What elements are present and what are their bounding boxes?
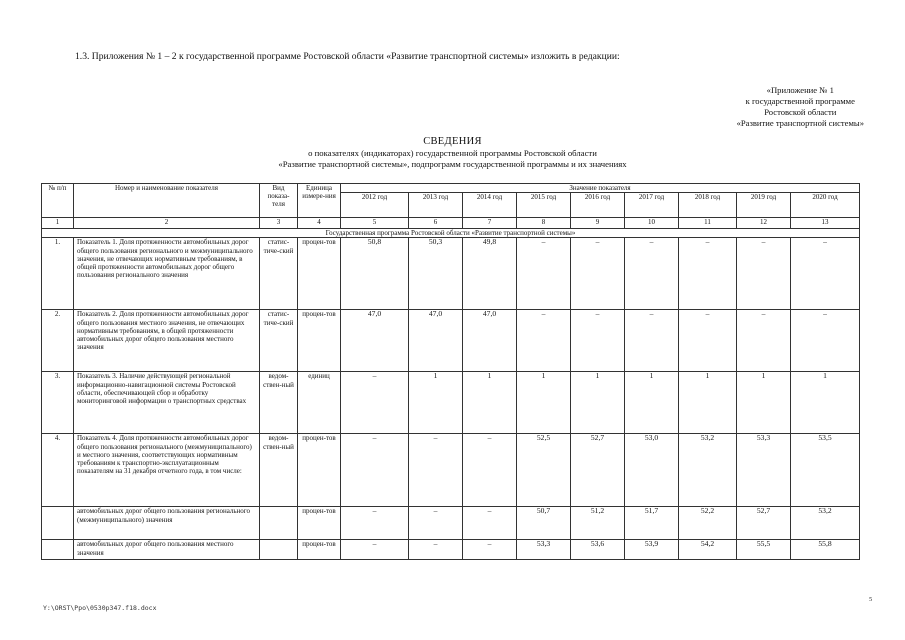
indicator-rows bbox=[42, 238, 860, 560]
column-number: 3 bbox=[260, 218, 298, 229]
row-value: 49,8 bbox=[463, 238, 517, 310]
row-value: – bbox=[571, 238, 625, 310]
row-unit: процен-тов bbox=[298, 507, 341, 540]
row-value: 51,2 bbox=[571, 507, 625, 540]
header-values-group: Значение показателя bbox=[341, 184, 860, 193]
row-value: – bbox=[409, 434, 463, 507]
row-value: – bbox=[625, 238, 679, 310]
header-year: 2016 год bbox=[571, 193, 625, 218]
row-type: статис-тиче-ский bbox=[260, 238, 298, 310]
row-value: 1 bbox=[571, 372, 625, 434]
row-value: 1 bbox=[517, 372, 571, 434]
row-value: – bbox=[679, 310, 737, 372]
row-value: 47,0 bbox=[341, 310, 409, 372]
column-number: 10 bbox=[625, 218, 679, 229]
section-title: Государственная программа Ростовской области «Развитие транспортной системы» bbox=[42, 229, 860, 238]
row-name: Показатель 1. Доля протяженности автомобильных дорог общего пользования регионального и межмуниципального значения, не отвечающих нормативным требованиям, в общей протяженности автомобильных дорог общего пользования регионального значения bbox=[74, 238, 260, 310]
column-numbers-row bbox=[42, 218, 860, 229]
column-number: 7 bbox=[463, 218, 517, 229]
column-number: 8 bbox=[517, 218, 571, 229]
indicators-table bbox=[41, 183, 860, 560]
row-value: 47,0 bbox=[409, 310, 463, 372]
row-num: 3. bbox=[42, 372, 74, 434]
row-value: – bbox=[679, 238, 737, 310]
header-year: 2020 год bbox=[791, 193, 860, 218]
column-number: 5 bbox=[341, 218, 409, 229]
heading-subtitle: о показателях (индикаторах) государственной программы Ростовской области bbox=[308, 148, 597, 158]
column-number: 2 bbox=[74, 218, 260, 229]
row-value: 52,7 bbox=[571, 434, 625, 507]
row-value: 1 bbox=[625, 372, 679, 434]
row-value: 50,8 bbox=[341, 238, 409, 310]
row-value: – bbox=[463, 507, 517, 540]
row-value: – bbox=[791, 310, 860, 372]
row-value: 51,7 bbox=[625, 507, 679, 540]
heading-subtitle: «Развитие транспортной системы», подпрограмм государственной программы и их значениях bbox=[278, 159, 627, 169]
row-value: – bbox=[409, 507, 463, 540]
appendix-header bbox=[737, 85, 864, 129]
row-name: Показатель 3. Наличие действующей региональной информационно-навигационной системы Ростовской области, обеспечивающей сбор и обработку мониторинговой информации о транспортных средствах bbox=[74, 372, 260, 434]
row-name: автомобильных дорог общего пользования регионального (межмуниципального) значения bbox=[74, 507, 260, 540]
row-num bbox=[42, 540, 74, 560]
row-value: 53,3 bbox=[517, 540, 571, 560]
header-unit: Единица измере-ния bbox=[298, 184, 341, 218]
document-heading bbox=[0, 136, 905, 170]
table-row bbox=[42, 434, 860, 507]
intro-paragraph: 1.3. Приложения № 1 – 2 к государственной программе Ростовской области «Развитие транспортной системы» изложить в редакции: bbox=[75, 51, 620, 62]
row-value: 53,5 bbox=[791, 434, 860, 507]
table-row bbox=[42, 507, 860, 540]
row-value: – bbox=[341, 540, 409, 560]
row-value: – bbox=[463, 434, 517, 507]
row-value: 50,3 bbox=[409, 238, 463, 310]
row-value: 55,8 bbox=[791, 540, 860, 560]
row-type: ведом-ствен-ный bbox=[260, 434, 298, 507]
row-value: 52,7 bbox=[737, 507, 791, 540]
header-year: 2014 год bbox=[463, 193, 517, 218]
row-name: автомобильных дорог общего пользования местного значения bbox=[74, 540, 260, 560]
header-name: Номер и наименование показателя bbox=[74, 184, 260, 218]
header-year: 2013 год bbox=[409, 193, 463, 218]
header-year: 2015 год bbox=[517, 193, 571, 218]
row-value: 53,2 bbox=[679, 434, 737, 507]
row-value: 47,0 bbox=[463, 310, 517, 372]
row-value: 53,3 bbox=[737, 434, 791, 507]
table-row bbox=[42, 310, 860, 372]
row-name: Показатель 2. Доля протяженности автомобильных дорог общего пользования местного значения, не отвечающих нормативным требованиям, в общей протяженности автомобильных дорог общего пользования местного значения bbox=[74, 310, 260, 372]
appendix-line: к государственной программе bbox=[745, 96, 855, 106]
row-value: 53,6 bbox=[571, 540, 625, 560]
table-row bbox=[42, 372, 860, 434]
header-year: 2019 год bbox=[737, 193, 791, 218]
page-number: 5 bbox=[869, 596, 873, 603]
header-year: 2012 год bbox=[341, 193, 409, 218]
section-row bbox=[42, 229, 860, 238]
row-unit: процен-тов bbox=[298, 540, 341, 560]
row-num: 2. bbox=[42, 310, 74, 372]
table-row bbox=[42, 540, 860, 560]
row-type: статис-тиче-ский bbox=[260, 310, 298, 372]
row-value: – bbox=[341, 372, 409, 434]
row-value: 53,2 bbox=[791, 507, 860, 540]
header-row bbox=[42, 184, 860, 193]
row-value: 1 bbox=[737, 372, 791, 434]
row-value: – bbox=[341, 507, 409, 540]
header-year: 2017 год bbox=[625, 193, 679, 218]
header-year: 2018 год bbox=[679, 193, 737, 218]
row-value: 1 bbox=[409, 372, 463, 434]
row-value: – bbox=[571, 310, 625, 372]
column-number: 11 bbox=[679, 218, 737, 229]
row-type bbox=[260, 540, 298, 560]
row-value: 52,5 bbox=[517, 434, 571, 507]
row-value: 53,0 bbox=[625, 434, 679, 507]
row-unit: единиц bbox=[298, 372, 341, 434]
column-number: 4 bbox=[298, 218, 341, 229]
column-number: 13 bbox=[791, 218, 860, 229]
file-path-footer: Y:\ORST\Ppo\0530p347.f18.docx bbox=[43, 604, 157, 612]
row-value: 52,2 bbox=[679, 507, 737, 540]
row-value: 1 bbox=[791, 372, 860, 434]
row-value: 55,5 bbox=[737, 540, 791, 560]
column-number: 1 bbox=[42, 218, 74, 229]
row-unit: процен-тов bbox=[298, 310, 341, 372]
row-value: – bbox=[737, 238, 791, 310]
row-value: – bbox=[517, 238, 571, 310]
row-num: 4. bbox=[42, 434, 74, 507]
table-row bbox=[42, 238, 860, 310]
column-number: 6 bbox=[409, 218, 463, 229]
heading-title: СВЕДЕНИЯ bbox=[423, 136, 482, 147]
row-value: – bbox=[409, 540, 463, 560]
row-value: – bbox=[625, 310, 679, 372]
row-value: – bbox=[463, 540, 517, 560]
row-value: 50,7 bbox=[517, 507, 571, 540]
header-type: Вид показа-теля bbox=[260, 184, 298, 218]
row-unit: процен-тов bbox=[298, 238, 341, 310]
row-value: 53,9 bbox=[625, 540, 679, 560]
header-num: № п/п bbox=[42, 184, 74, 218]
row-value: 1 bbox=[679, 372, 737, 434]
appendix-line: Ростовской области bbox=[764, 107, 837, 117]
row-type: ведом-ствен-ный bbox=[260, 372, 298, 434]
appendix-line: «Развитие транспортной системы» bbox=[736, 118, 864, 128]
row-value: – bbox=[517, 310, 571, 372]
row-unit: процен-тов bbox=[298, 434, 341, 507]
row-type bbox=[260, 507, 298, 540]
row-value: 1 bbox=[463, 372, 517, 434]
column-number: 12 bbox=[737, 218, 791, 229]
row-num: 1. bbox=[42, 238, 74, 310]
row-value: 54,2 bbox=[679, 540, 737, 560]
row-value: – bbox=[737, 310, 791, 372]
row-num bbox=[42, 507, 74, 540]
column-number: 9 bbox=[571, 218, 625, 229]
row-name: Показатель 4. Доля протяженности автомобильных дорог общего пользования регионального (межмуниципального) и местного значения, соответствующих нормативным требованиям к транспортно-эксплуатационным показателям на 31 декабря отчетного года, в том числе: bbox=[74, 434, 260, 507]
row-value: – bbox=[341, 434, 409, 507]
row-value: – bbox=[791, 238, 860, 310]
appendix-line: «Приложение № 1 bbox=[766, 85, 834, 95]
